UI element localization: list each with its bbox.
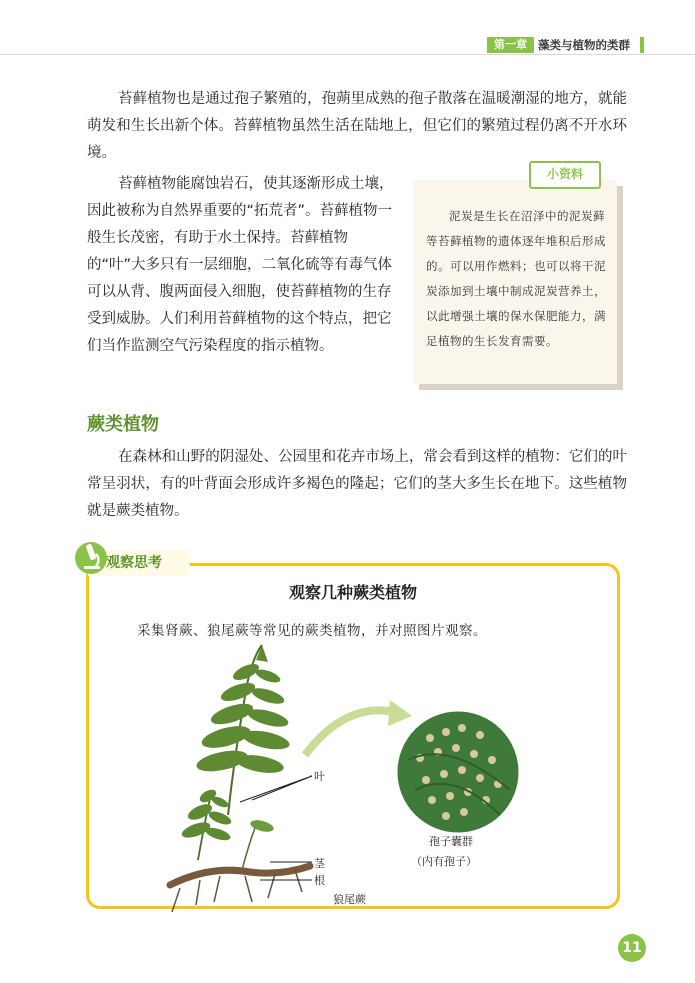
chapter-badge: 第一章 bbox=[487, 37, 534, 53]
label-stem: 茎 bbox=[314, 857, 325, 870]
label-root: 根 bbox=[314, 874, 325, 887]
observe-title: 观察几种蕨类植物 bbox=[288, 583, 417, 602]
paragraph-moss-ecology: 苔藓植物能腐蚀岩石，使其逐渐形成土壤，因此被称为自然界重要的“拓荒者”。苔藓植物一般生长茂密，有助于水土保持。苔藓植物的“叶”大多只有一层细胞，二氧化硫等有毒气体可以从背、腹两面侵入细胞，使苔藓植物的生存受到威胁。人们利用苔藓植物的这个特点，把它们当作监测空气污染程度的指示植物。 bbox=[87, 176, 394, 354]
chapter-title: 藻类与植物的类群 bbox=[538, 38, 630, 52]
section-title: 蕨类植物 bbox=[87, 414, 159, 435]
header-divider bbox=[0, 54, 695, 55]
note-tab-label: 小资料 bbox=[546, 167, 583, 181]
page-number: 11 bbox=[618, 934, 646, 962]
observe-label: 观察思考 bbox=[106, 555, 162, 571]
label-sori-note: （内有孢子） bbox=[411, 855, 477, 868]
fern-illustration bbox=[150, 640, 530, 925]
note-text: 泥炭是生长在沼泽中的泥炭藓等苔藓植物的遗体逐年堆积后形成的。可以用作燃料；也可以将干泥炭添加到土壤中制成泥炭营养土，以此增强土壤的保水保肥能力，满足植物的生长发育需要。 bbox=[426, 209, 606, 348]
label-species: 狼尾蕨 bbox=[333, 893, 366, 906]
label-leaf: 叶 bbox=[314, 770, 325, 783]
label-sori: 孢子囊群 bbox=[429, 835, 473, 848]
paragraph-moss-reproduction: 苔藓植物也是通过孢子繁殖的，孢蒴里成熟的孢子散落在温暖潮湿的地方，就能萌发和生长出新个体。苔藓植物虽然生活在陆地上，但它们的繁殖过程仍离不开水环境。 bbox=[87, 91, 627, 161]
chapter-bar bbox=[640, 37, 644, 53]
observe-intro: 采集肾蕨、狼尾蕨等常见的蕨类植物，并对照图片观察。 bbox=[137, 623, 487, 639]
microscope-icon bbox=[74, 536, 108, 580]
paragraph-ferns: 在森林和山野的阴湿处、公园里和花卉市场上，常会看到这样的植物：它们的叶常呈羽状，有的叶背面会形成许多褐色的隆起；它们的茎大多生长在地下。这些植物就是蕨类植物。 bbox=[87, 449, 627, 519]
